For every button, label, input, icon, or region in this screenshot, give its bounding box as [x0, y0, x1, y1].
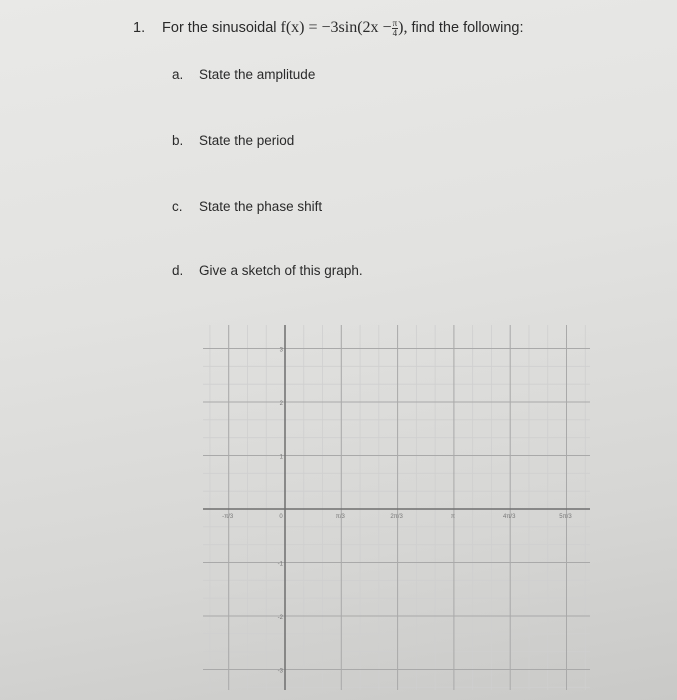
x-tick-label: π/3 — [335, 514, 345, 520]
y-tick-label: -1 — [277, 561, 283, 568]
part-text: State the amplitude — [199, 67, 316, 82]
y-tick-label: 1 — [279, 454, 283, 461]
question-tail: find the following: — [411, 20, 524, 37]
x-tick-label: 0 — [279, 514, 283, 520]
y-tick-label: -2 — [277, 615, 283, 621]
x-tick-label: -π/3 — [222, 514, 234, 520]
part-letter: d. — [172, 263, 184, 278]
part-text: Give a sketch of this graph. — [199, 263, 363, 278]
part-letter: b. — [172, 133, 184, 148]
x-tick-label: 5π/3 — [559, 514, 572, 520]
question-intro: For the sinusoidal — [162, 20, 277, 37]
part-letter: a. — [172, 67, 184, 82]
x-tick-label: 4π/3 — [502, 514, 516, 520]
x-tick-label: π — [450, 514, 455, 520]
x-tick-label: 2π/3 — [390, 514, 403, 520]
y-tick-label: 3 — [279, 347, 283, 354]
question-number: 1. — [133, 20, 146, 37]
y-tick-label: 2 — [279, 401, 283, 407]
part-text: State the period — [199, 133, 295, 148]
function-close: ), — [398, 19, 408, 37]
part-text: State the phase shift — [199, 199, 323, 214]
y-tick-label: -3 — [277, 668, 283, 675]
frac-num: π — [392, 18, 398, 28]
frac-den: 4 — [392, 28, 398, 38]
function-lhs: f(x) = −3sin(2x − — [280, 19, 392, 37]
part-letter: c. — [172, 199, 183, 214]
